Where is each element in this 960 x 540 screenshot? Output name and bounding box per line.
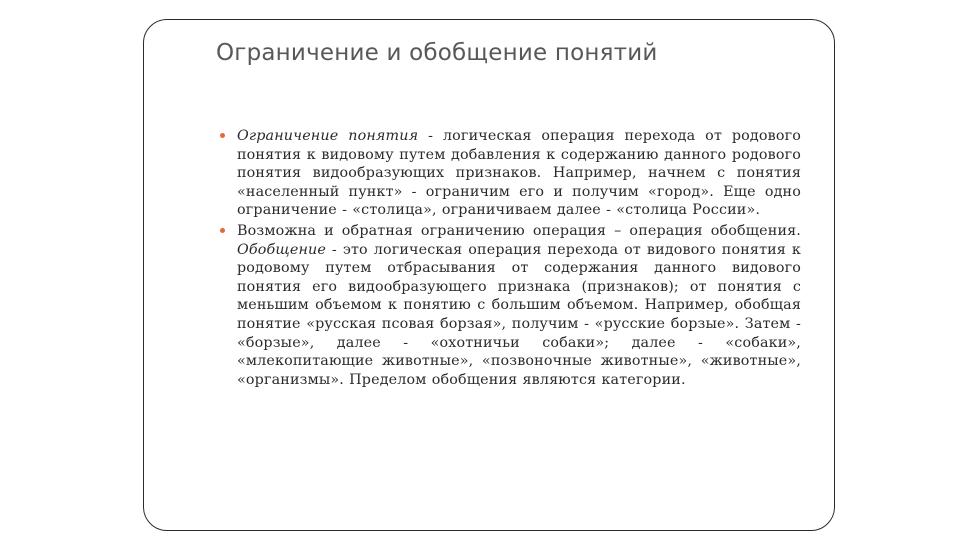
slide-title: Ограничение и обобщение понятий [216,40,658,66]
bullet-list [215,127,801,389]
bullet-item-restriction [215,127,801,220]
bullet-item-generalization [215,222,801,389]
bullet-text: - логическая операция перехода от родового понятия к видовому путем добавления к содержанию данного родового понятия видообразующих признаков. Например, начнем с понятия «населенный пункт» - ограничим его и получим «город». Еще одно ограничение - «столица», ограничиваем далее - «столица России». [237,128,801,219]
bullet-text-intro: Возможна и обратная ограничению операция – операция обобщения. [237,222,801,239]
bullet-text: - это логическая операция перехода от видового понятия к родовому путем отбрасывания от содержания данного видового понятия его видообразующего признака (признаков); от понятия с меньшим объемом к понятию с большим объемом. Например, обобщая понятие «русская псовая борзая», получим - «русские борзые». Затем - «борзые», далее - «охотничьи собаки»; далее - «собаки», «млекопитающие животные», «позвоночные животные», «животные», «организмы». Пределом обобщения являются категории. [237,241,801,388]
bullet-dot-icon [220,228,225,233]
bullet-dot-icon [220,133,225,138]
term-generalization: Обобщение [237,241,326,258]
term-restriction: Ограничение понятия [237,128,419,144]
